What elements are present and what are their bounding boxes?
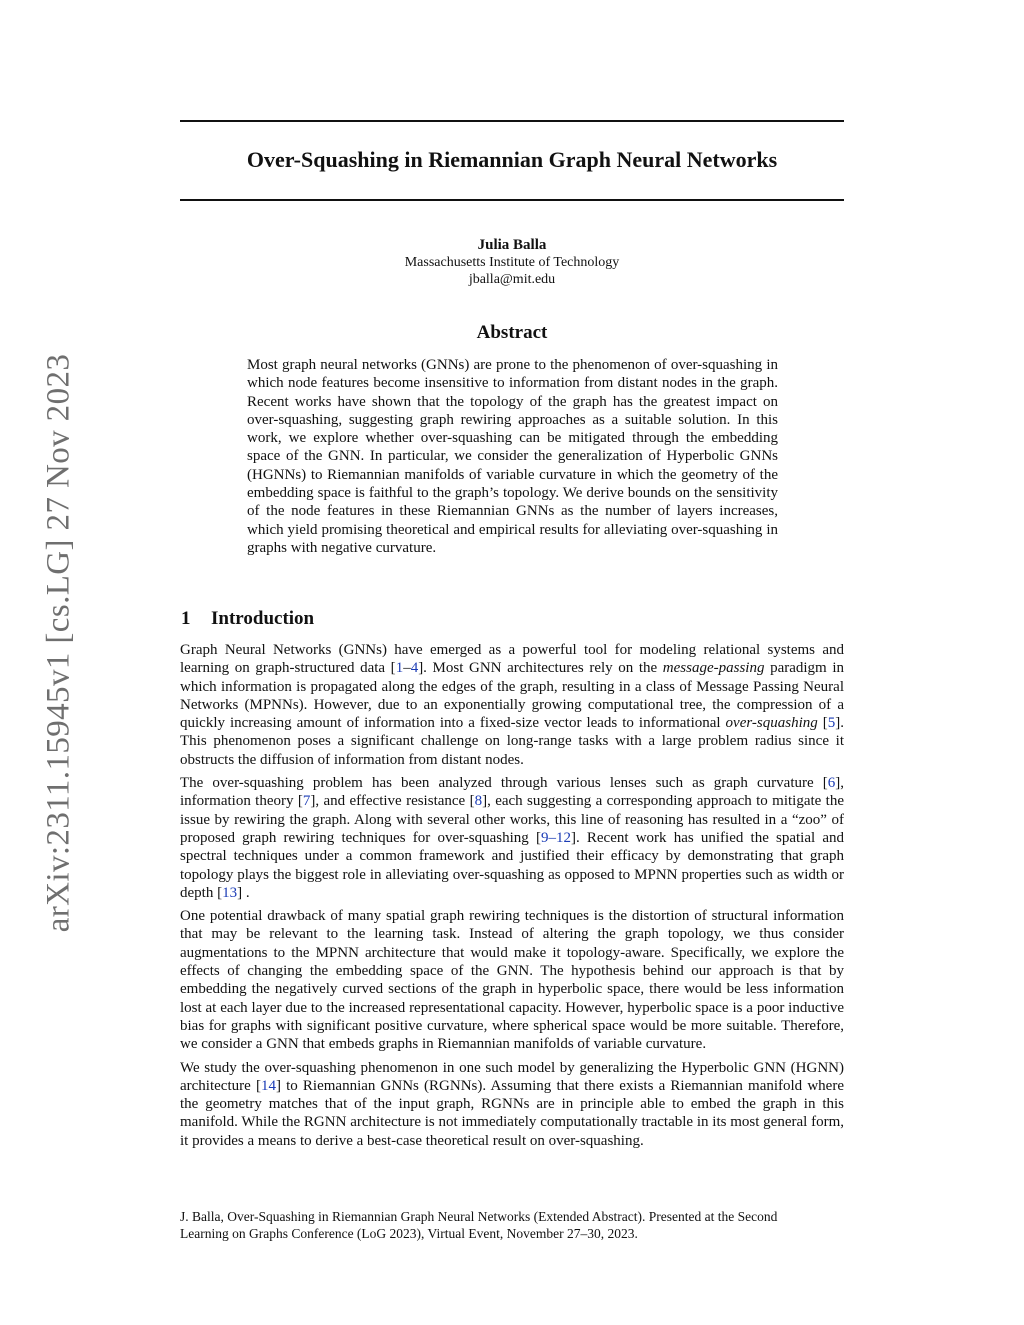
emphasis-over-squashing: over-squashing [725, 715, 818, 732]
citation-link[interactable]: 8 [474, 793, 483, 810]
citation-link[interactable]: 5 [827, 715, 836, 732]
title-rule-top [180, 120, 844, 122]
title-rule-bottom [180, 199, 844, 201]
paragraph-1: Graph Neural Networks (GNNs) have emerged as a powerful tool for modeling relational systems and learning on graph-structured data [1–4]. Most GNN architectures rely on the message-passing paradigm in which information is propagated along the edges of the graph, resulting in a class of Message Passing Neural Networks (MPNNs). However, due to an exponentially growing computational tree, the compression of a quickly increasing amount of information into a fixed-size vector leads to informational over-squashing [5]. This phenomenon poses a significant challenge on long-range tasks with a large problem radius since it obstructs the diffusion of information from distant nodes. [180, 642, 844, 768]
citation-link[interactable]: 7 [302, 793, 311, 810]
arxiv-identifier-stamp: arXiv:2311.15945v1 [cs.LG] 27 Nov 2023 [40, 353, 77, 933]
footnote-line-2: Learning on Graphs Conference (LoG 2023), Virtual Event, November 27–30, 2023. [180, 1226, 638, 1241]
author-block [180, 236, 844, 288]
section-title: Introduction [211, 608, 315, 629]
section-heading-introduction [181, 607, 314, 631]
footnote-line-1: J. Balla, Over-Squashing in Riemannian Graph Neural Networks (Extended Abstract). Presented at the Second [180, 1209, 778, 1224]
author-affiliation: Massachusetts Institute of Technology [404, 255, 620, 270]
paragraph-4: We study the over-squashing phenomenon in one such model by generalizing the Hyperbolic GNN (HGNN) architecture [14] to Riemannian GNNs (RGNNs). Assuming that there exists a Riemannian manifold where the geometry matches that of the input graph, RGNNs are in principle able to embed the graph in this manifold. While the RGNN architecture is not immediately computationally tractable in its most general form, it provides a means to derive a best-case theoretical result on over-squashing. [180, 1059, 844, 1149]
citation-link[interactable]: 9–12 [540, 829, 571, 846]
emphasis-message-passing: message-passing [662, 660, 765, 677]
author-name: Julia Balla [477, 237, 547, 253]
paper-title: Over-Squashing in Riemannian Graph Neural Networks [246, 147, 778, 172]
citation-link[interactable]: 6 [827, 775, 836, 792]
section-number: 1 [181, 608, 191, 629]
abstract-text: Most graph neural networks (GNNs) are prone to the phenomenon of over-squashing in which node features become insensitive to information from distant nodes in the graph. Recent works have shown that the topology of the graph has the greatest impact on over-squashing, suggesting graph rewiring approaches as a suitable solution. In this work, we explore whether over-squashing can be mitigated through the embedding space of the GNN. In particular, we consider the generalization of Hyperbolic GNNs (HGNNs) to Riemannian manifolds of variable curvature in which the geometry of the embedding space is faithful to the graph’s topology. We derive bounds on the sensitivity of the node features in these Riemannian GNNs as the number of layers increases, which yield promising theoretical and empirical results for alleviating over-squashing in graphs with negative curvature. [247, 357, 778, 556]
author-email[interactable]: jballa@mit.edu [468, 272, 556, 287]
citation-link[interactable]: 4 [410, 660, 419, 677]
paragraph-2: The over-squashing problem has been analyzed through various lenses such as graph curvature [6], information theory [7], and effective resistance [8], each suggesting a corresponding approach to mitigate the issue by rewiring the graph. Along with several other works, this line of reasoning has resulted in a “zoo” of proposed graph rewiring techniques for over-squashing [9–12]. Recent work has unified the spatial and spectral techniques under a common framework and justified their efficacy by demonstrating that graph topology plays the biggest role in alleviating over-squashing as opposed to MPNN properties such as width or depth [13] . [180, 775, 845, 901]
abstract-heading: Abstract [476, 322, 548, 343]
paragraph-3: One potential drawback of many spatial graph rewiring techniques is the distortion of structural information that may be relevant to the learning task. Instead of altering the graph topology, we thus consider augmentations to the MPNN architecture that would make it topology-aware. Specifically, we explore the effects of changing the embedding space of the GNN. The hypothesis behind our approach is that by embedding the negatively curved sections of the graph in hyperbolic space, there would be less information lost at each layer due to the increased representational capacity. However, hyperbolic space is a poor inductive bias for graphs with significant positive curvature, where spherical space would be more suitable. Therefore, we consider a GNN that embeds graphs in Riemannian manifolds of variable curvature. [180, 908, 844, 1053]
citation-link[interactable]: 14 [260, 1077, 276, 1094]
citation-link[interactable]: 1 [395, 660, 404, 677]
footnote [180, 1208, 844, 1242]
introduction-body [180, 641, 844, 1155]
citation-link[interactable]: 13 [222, 884, 238, 901]
